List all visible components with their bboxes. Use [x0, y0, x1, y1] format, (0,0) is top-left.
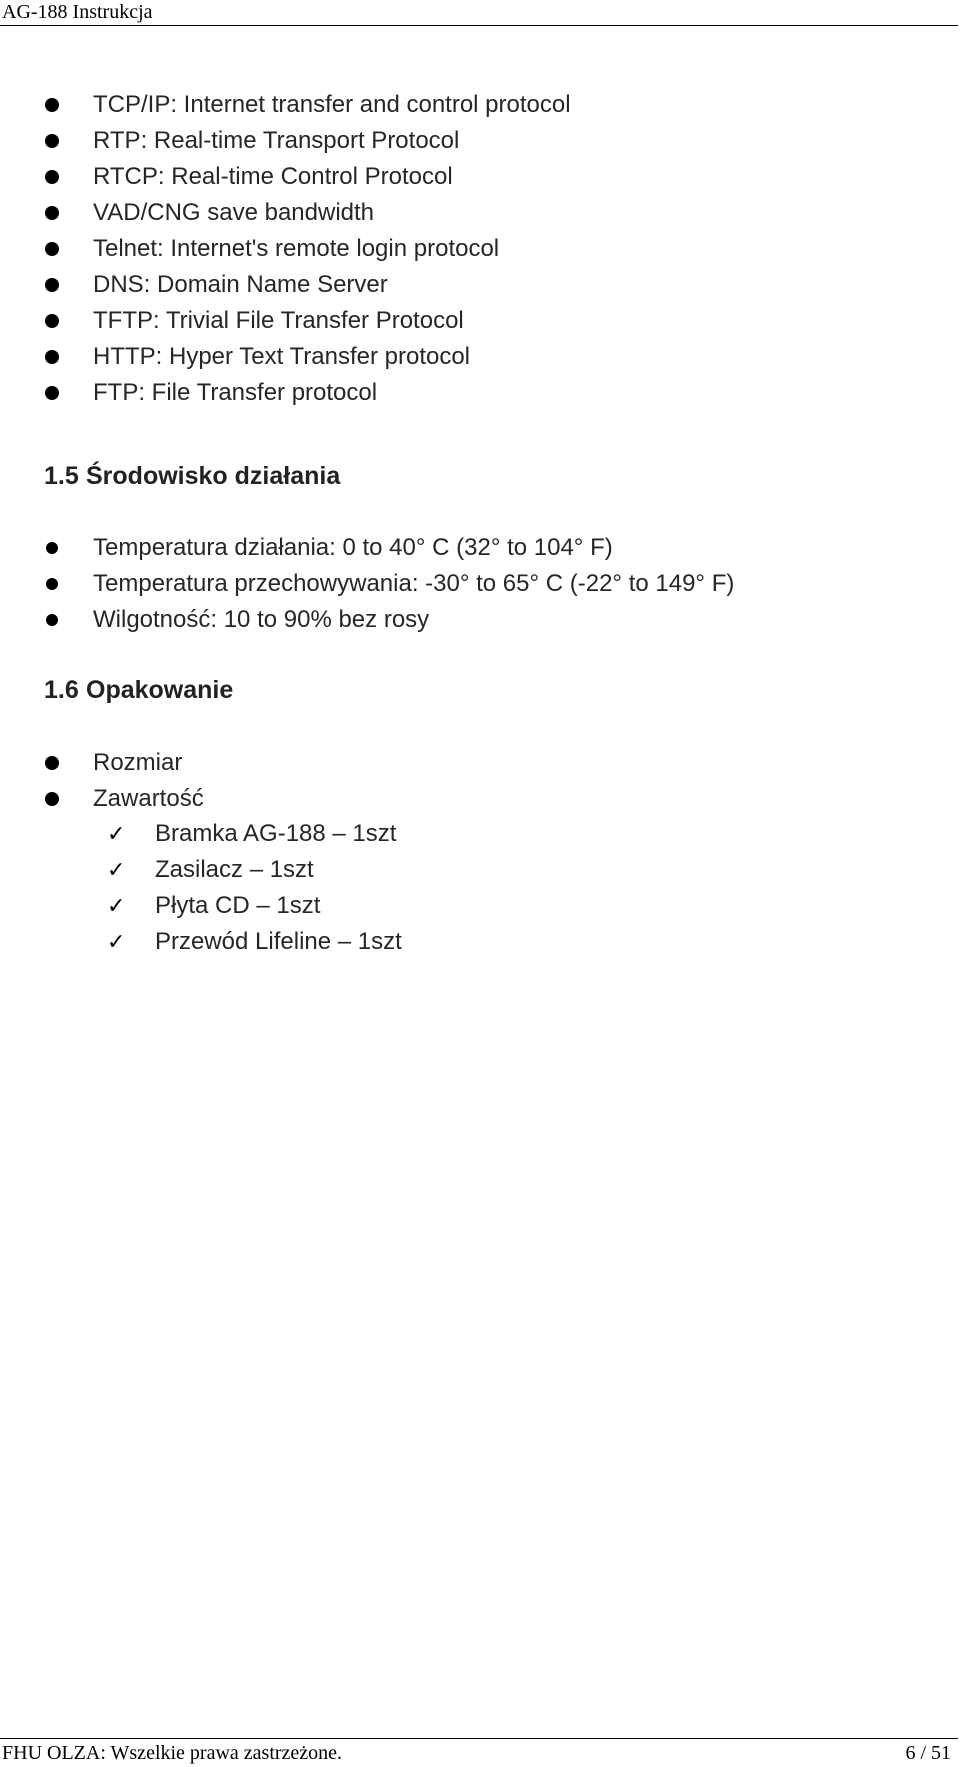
- list-item: [0, 566, 734, 602]
- list-item: [0, 924, 402, 960]
- list-item: [0, 195, 571, 231]
- contents-list: [0, 816, 402, 960]
- list-item: [0, 745, 204, 781]
- header-title: AG-188 Instrukcja: [2, 1, 153, 23]
- bullet-icon: [45, 206, 59, 220]
- list-item-text: TFTP: Trivial File Transfer Protocol: [93, 307, 464, 334]
- list-item-text: Bramka AG-188 – 1szt: [155, 820, 397, 847]
- list-item: [0, 852, 402, 888]
- bullet-icon: [45, 756, 59, 770]
- list-item-text: FTP: File Transfer protocol: [93, 379, 378, 406]
- list-item: [0, 303, 571, 339]
- bullet-icon: [46, 578, 58, 590]
- bullet-icon: [45, 386, 59, 400]
- bullet-icon: [45, 278, 59, 292]
- section-title: Opakowanie: [86, 676, 234, 704]
- bullet-icon: [45, 350, 59, 364]
- list-item-text: Wilgotność: 10 to 90% bez rosy: [93, 606, 430, 633]
- page-number: 6 / 51: [905, 1742, 951, 1764]
- list-item-text: Temperatura przechowywania: -30° to 65° C (-22° to 149° F): [93, 570, 735, 597]
- list-item-text: Zawartość: [93, 785, 204, 812]
- list-item-text: Zasilacz – 1szt: [155, 856, 314, 883]
- list-item-text: Przewód Lifeline – 1szt: [155, 928, 402, 955]
- list-item-text: TCP/IP: Internet transfer and control protocol: [93, 91, 571, 118]
- section-title: Środowisko działania: [86, 462, 341, 490]
- list-item: [0, 888, 402, 924]
- bullet-icon: [45, 134, 59, 148]
- page-header: [0, 0, 958, 26]
- list-item: [0, 231, 571, 267]
- list-item-text: RTCP: Real-time Control Protocol: [93, 163, 453, 190]
- bullet-icon: [45, 314, 59, 328]
- list-item: [0, 87, 571, 123]
- bullet-icon: [46, 542, 58, 554]
- bullet-icon: [45, 98, 59, 112]
- list-item: [0, 602, 734, 638]
- page-footer: [0, 1738, 958, 1766]
- checkmark-icon: ✓: [107, 894, 126, 919]
- section-number: 1.5: [44, 462, 79, 490]
- list-item-text: HTTP: Hyper Text Transfer protocol: [93, 343, 471, 370]
- list-item: [0, 267, 571, 303]
- list-item-text: Telnet: Internet's remote login protocol: [93, 235, 500, 262]
- list-item-text: Rozmiar: [93, 749, 183, 776]
- list-item: [0, 816, 402, 852]
- bullet-icon: [45, 170, 59, 184]
- bullet-icon: [46, 614, 58, 626]
- section-heading-1-5: [44, 458, 340, 494]
- list-item-text: Płyta CD – 1szt: [155, 892, 321, 919]
- list-item-text: Temperatura działania: 0 to 40° C (32° to 104° F): [93, 534, 613, 561]
- checkmark-icon: ✓: [107, 930, 126, 955]
- footer-copyright: FHU OLZA: Wszelkie prawa zastrzeżone.: [2, 1742, 343, 1764]
- list-item-text: DNS: Domain Name Server: [93, 271, 388, 298]
- packaging-list: [0, 745, 204, 817]
- list-item: [0, 123, 571, 159]
- list-item: [0, 375, 571, 411]
- protocol-list: [0, 87, 571, 411]
- bullet-icon: [45, 242, 59, 256]
- list-item: [0, 339, 571, 375]
- list-item: [0, 781, 204, 817]
- list-item-text: RTP: Real-time Transport Protocol: [93, 127, 460, 154]
- checkmark-icon: ✓: [107, 858, 126, 883]
- list-item-text: VAD/CNG save bandwidth: [93, 199, 375, 226]
- list-item: [0, 530, 734, 566]
- bullet-icon: [45, 792, 59, 806]
- list-item: [0, 159, 571, 195]
- checkmark-icon: ✓: [107, 822, 126, 847]
- section-number: 1.6: [44, 676, 79, 704]
- section-heading-1-6: [44, 672, 233, 708]
- environment-list: [0, 530, 734, 638]
